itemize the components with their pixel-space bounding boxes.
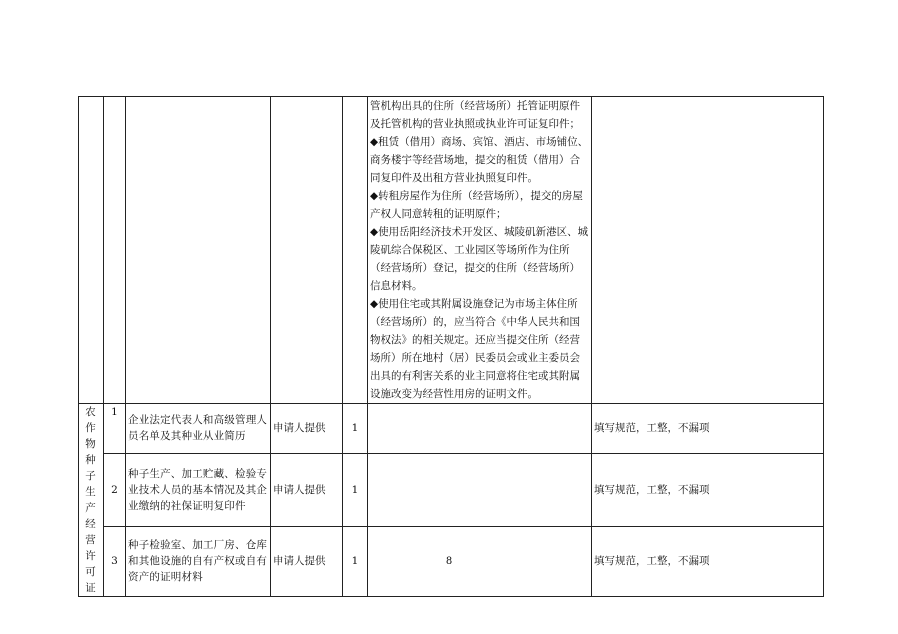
material-source: 申请人提供	[271, 453, 343, 526]
note-cell-empty	[592, 97, 824, 404]
material-requirement	[368, 404, 592, 454]
source-cell-empty	[271, 97, 343, 404]
material-name: 种子检验室、加工厂房、仓库和其他设施的自有产权或自有资产的证明材料	[126, 526, 271, 596]
requirement-line: ◆转租房屋作为住所（经营场所），提交的房屋产权人同意转租的证明原件；	[370, 190, 583, 220]
copy-count: 1	[343, 526, 368, 596]
category-cell-empty	[79, 97, 104, 404]
requirement-line: 管机构出具的住所（经营场所）托管证明原件及托管机构的营业执照或执业许可证复印件；	[370, 100, 580, 130]
row-number: 1	[104, 404, 126, 454]
copy-count: 1	[343, 453, 368, 526]
material-requirement	[368, 453, 592, 526]
table-row	[79, 404, 824, 454]
materials-table	[78, 96, 824, 597]
material-name: 种子生产、加工贮藏、检验专业技术人员的基本情况及其企业缴纳的社保证明复印件	[126, 453, 271, 526]
material-source: 申请人提供	[271, 526, 343, 596]
material-name: 企业法定代表人和高级管理人员名单及其种业从业简历	[126, 404, 271, 454]
table-row	[79, 453, 824, 526]
requirement-line: ◆使用岳阳经济技术开发区、城陵矶新港区、城陵矶综合保税区、工业园区等场所作为住所（经营场所）登记，提交的住所（经营场所）信息材料。	[370, 226, 589, 292]
material-note: 填写规范，工整，不漏项	[592, 526, 824, 596]
num-cell-empty	[104, 97, 126, 404]
material-cell-empty	[126, 97, 271, 404]
material-note: 填写规范，工整，不漏项	[592, 453, 824, 526]
row-number: 3	[104, 526, 126, 596]
material-note: 填写规范，工整，不漏项	[592, 404, 824, 454]
requirement-cell	[368, 97, 592, 404]
category-cell: 农作物种子生产经营许可证	[79, 404, 104, 597]
row-number: 2	[104, 453, 126, 526]
requirement-line: ◆租赁（借用）商场、宾馆、酒店、市场铺位、商务楼宇等经营场地，提交的租赁（借用）合同复印件及出租方营业执照复印件。	[370, 136, 589, 184]
table-row-continuation	[79, 97, 824, 404]
requirement-line: ◆使用住宅或其附属设施登记为市场主体住所（经营场所）的，应当符合《中华人民共和国物权法》的相关规定。还应当提交住所（经营场所）所在地村（居）民委员会或业主委员会出具的有利害关系的业主同意将住宅或其附属设施改变为经营性用房的证明文件。	[370, 298, 580, 400]
copy-count: 1	[343, 404, 368, 454]
count-cell-empty	[343, 97, 368, 404]
page-number: 8	[445, 556, 453, 567]
material-source: 申请人提供	[271, 404, 343, 454]
